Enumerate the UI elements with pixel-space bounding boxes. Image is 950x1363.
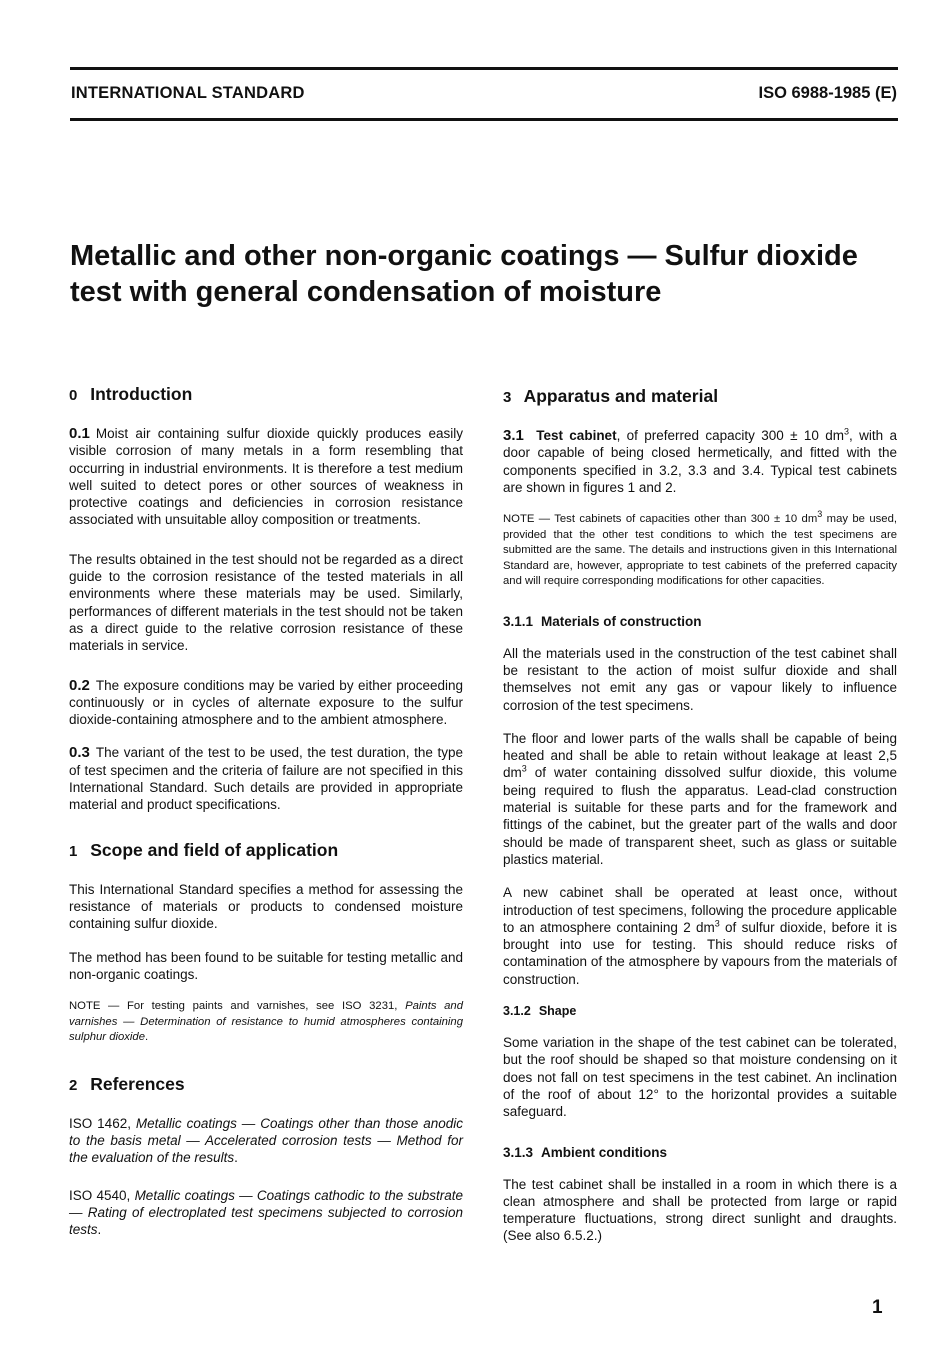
clause-0-2 (69, 677, 463, 729)
clause-text-part: , of preferred capacity 300 ± 10 dm (616, 428, 844, 443)
section-title: Apparatus and material (523, 386, 719, 406)
header-top-rule (70, 67, 898, 70)
scope-paragraph-1: This International Standard specifies a method for assessing the resistance of materials or products to condensed moisture containing sulfur dioxide. (69, 881, 463, 932)
section-2-heading (69, 1074, 463, 1095)
note-prefix: NOTE — For testing paints and varnishes, see ISO 3231, (69, 1000, 406, 1013)
reference-code: ISO 1462, (69, 1115, 136, 1131)
scope-paragraph-2: The method has been found to be suitable for testing metallic and non-organic coatings. (69, 949, 463, 982)
page-number: 1 (872, 1297, 883, 1318)
clause-number: 3.1 (503, 427, 524, 444)
shape-paragraph: Some variation in the shape of the test cabinet can be tolerated, but the roof should be shaped so that moisture condensing on it does not fall on test specimens in the test cabinet. An inclination of the roof of about 12° to the horizontal provides a suitable safeguard. (503, 1035, 897, 1120)
subclause-title: Shape (538, 1004, 577, 1019)
materials-paragraph-1: All the materials used in the construction of the test cabinet shall be resistant to the action of moist sulfur dioxide and shall themselves not emit any gas or vapour likely to influence corrosion of the test specimens. (503, 645, 897, 713)
section-title: Introduction (90, 384, 193, 404)
clause-3-1-note (503, 509, 897, 590)
note-suffix: . (145, 1031, 149, 1044)
clause-number: 0.3 (69, 744, 90, 762)
right-column (503, 384, 897, 1261)
subclause-number: 3.1.2 (503, 1004, 531, 1019)
section-title: Scope and field of application (90, 839, 339, 860)
section-title: References (90, 1073, 185, 1094)
reference-code: ISO 4540, (69, 1187, 135, 1203)
ambient-paragraph: The test cabinet shall be installed in a room in which there is a clean atmosphere and shall be protected from large or rapid temperature fluctuations, strong direct sunlight and draughts. (See also 6.5.2.) (503, 1176, 897, 1244)
section-number: 1 (69, 842, 78, 860)
clause-0-1-paragraph-2: The results obtained in the test should not be regarded as a direct guide to the corrosion resistance of the tested materials in all environments where these materials may be used. Similarly, performances of different materials in the test should not be taken as a direct guide to the relative corrosion resistance of these materials in service. (69, 551, 463, 654)
text-part: of sulfur dioxide, before it is brought into use for testing. This should reduce risks of contamination of the atmosphere by vapours from the materials of construction. (503, 919, 897, 987)
clause-3-1 (503, 427, 897, 496)
subclause-title: Materials of construction (541, 613, 702, 629)
document-title (70, 238, 910, 310)
superscript: 3 (844, 426, 850, 437)
subclause-title: Ambient conditions (541, 1144, 668, 1160)
header-standard-type: INTERNATIONAL STANDARD (71, 84, 305, 102)
subclause-number: 3.1.3 (503, 1144, 534, 1160)
header-standard-number: ISO 6988-1985 (E) (758, 84, 897, 102)
reference-title: Metallic coatings — Coatings other than those anodic to the basis metal — Accelerated corrosion tests — Method for the evaluation of the results (69, 1115, 464, 1166)
subclause-3-1-3-heading (503, 1145, 897, 1160)
title-line-1: Metallic and other non-organic coatings — Sulfur dioxide (70, 240, 858, 272)
subclause-number: 3.1.1 (503, 613, 534, 629)
clause-text: Moist air containing sulfur dioxide quickly produces easily visible corrosion of many metals in a form resembling that occurring in industrial environments. It is therefore a test medium well suited to detect pores or other sources of weakness in protective coatings and deficiencies in corrosion resistance associated with unsuitable alloy composition or treatments. (69, 426, 463, 528)
superscript: 3 (521, 763, 527, 774)
superscript: 3 (714, 918, 720, 929)
subclause-3-1-2-heading (503, 1004, 897, 1018)
note-text-part: may be used, provided that the other test conditions to which the test specimens are submitted are the same. The details and instructions given in this International Standard are, however, appropriate to test cabinets of the preferred capacity and will require corresponding modifications for other capacities. (503, 513, 897, 588)
materials-paragraph-3 (503, 884, 897, 988)
superscript: 3 (817, 509, 823, 520)
clause-number: 0.1 (69, 425, 90, 442)
materials-paragraph-2 (503, 730, 897, 868)
note-text-part: NOTE — Test cabinets of capacities other than 300 ± 10 dm (503, 513, 818, 526)
reference-title: Metallic coatings — Coatings cathodic to the substrate — Rating of electroplated test specimens subjected to corrosion tests (69, 1187, 464, 1238)
title-line-2: test with general condensation of moisture (70, 276, 662, 308)
reference-iso-1462 (69, 1115, 463, 1167)
text-part: of water containing dissolved sulfur dioxide, this volume being required to flush the apparatus. Lead-clad construction material is suitable for these parts and for the framework and fittings of the cabinet, but the greater part of the walls and door should be made of transparent sheet, such as glass or suitable plastics material. (503, 765, 897, 867)
header-bottom-rule (70, 118, 898, 121)
section-number: 0 (69, 387, 78, 404)
clause-number: 0.2 (69, 676, 90, 694)
section-number: 3 (503, 389, 512, 406)
reference-suffix: . (97, 1222, 102, 1238)
subclause-3-1-1-heading (503, 614, 897, 629)
scope-note (69, 999, 463, 1046)
section-3-heading (503, 386, 897, 407)
note-cited-title: Paints and varnishes — Determination of resistance to humid atmospheres containing sulphur dioxide (69, 1000, 463, 1044)
clause-0-3 (69, 744, 463, 813)
left-column (69, 384, 463, 1254)
section-1-heading (69, 840, 463, 861)
text-part: A new cabinet shall be operated at least once, without introduction of test specimens, following the procedure applicable to an atmosphere containing 2 dm (503, 885, 897, 935)
clause-text-part: , with a door capable of being closed hermetically, and fitted with the components specified in 3.2, 3.3 and 3.4. Typical test cabinets are shown in figures 1 and 2. (503, 428, 897, 495)
section-0-heading (69, 384, 463, 405)
text-part: The floor and lower parts of the walls shall be capable of being heated and shall be able to retain without leakage at least 2,5 dm (503, 730, 897, 781)
reference-iso-4540 (69, 1187, 463, 1239)
clause-0-1 (69, 425, 463, 529)
reference-suffix: . (234, 1150, 238, 1166)
clause-label: Test cabinet (536, 428, 617, 443)
clause-text: The exposure conditions may be varied by either proceeding continuously or in cycles of alternate exposure to the sulfur dioxide-containing atmosphere and to the ambient atmosphere. (69, 677, 463, 728)
section-number: 2 (69, 1076, 78, 1094)
clause-text: The variant of the test to be used, the test duration, the type of test specimen and the criteria of failure are not specified in this International Standard. Such details are provided in appropriate material and product specifications. (69, 745, 463, 813)
